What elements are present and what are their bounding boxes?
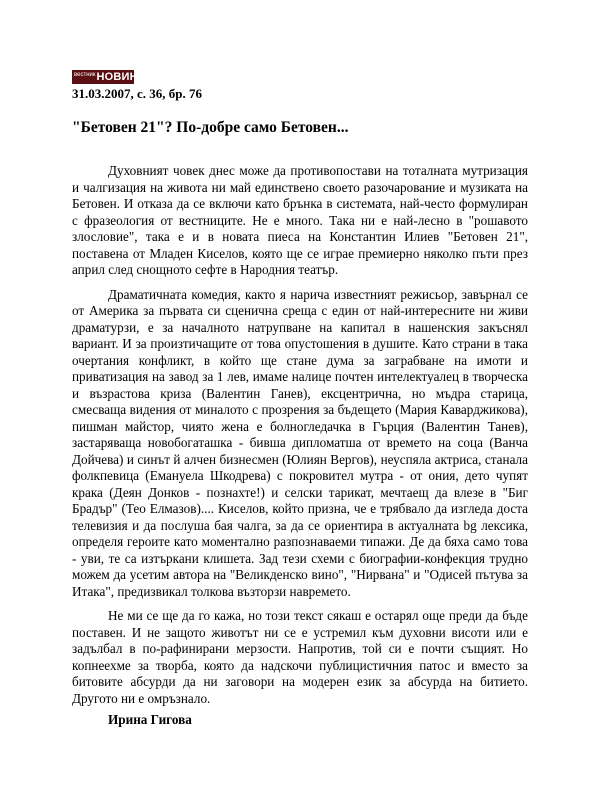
author-name: Ирина Гигова — [108, 712, 192, 727]
paragraph-1: Духовният човек днес може да противопостави на тоталната мутризация и чалгизация на живота ни май единствено своето разочарование и музиката на Бетовен. И отказа да се включи като брънка в системата, най-често формулиран с фразеология от вестниците. Не е много. Така ни е най-лесно в "рошавото злословие", така е и в новата пиеса на Константин Илиев "Бетовен 21", поставена от Младен Киселов, която ще се играе премиерно няколко пъти през април след снощното сефте в Народния театър. — [72, 163, 528, 277]
article-body — [72, 163, 528, 715]
paragraph-3: Не ми се ще да го кажа, но този текст сякаш е остарял още преди да бъде поставен. И не защото животът ни се е устремил към духовни висоти или е задълбал в по-рафинирани мерзости. Напротив, той си е почти същият. Но копнеехме за творба, която да надскочи публицистичния патос и вместо за битовите абсурди да ни заговори на модерен език за абсурда на битието. Другото ни е омръзнало. — [72, 608, 528, 706]
article-title: "Бетовен 21"? По-добре само Бетовен... — [72, 119, 349, 136]
logo-prefix: вестник — [74, 72, 96, 78]
newspaper-logo — [72, 70, 154, 84]
logo-text: НОВИНАР — [96, 70, 154, 83]
paragraph-2: Драматичната комедия, както я нарича известният режисьор, завърнал се от Америка за първата си сценична среща с един от най-интересните ни живи драматурзи, е за началното натрупване на капитал в нашенския закъснял вариант. И за произтичащите от това опустошения в душите. Като страни в така очертания конфликт, в който ще стане дума за заграбване на имоти и приватизация на завод за 1 лев, имаме налице почтен интелектуалец в творческа и възрастова криза (Валентин Ганев), ексцентрична, но мъдра старица, смесваща видения от миналото с прозрения за бъдещето (Мария Каварджикова), пишман майстор, чиято жена е болногледачка в Гърция (Валентин Танев), застаряваща новобогаташка - бивша дипломатша от времето на соца (Ванча Дойчева) и синът й алчен бизнесмен (Юлиян Вергов), неуспяла актриса, станала фолкпевица (Емануела Шкодрева) с покровител мутра - от ония, дето чупят крака (Деян Донков - познахте!) и селски тарикат, мечтаещ да влезе в "Биг Брадър" (Тео Елмазов).... Киселов, който призна, че е трябвало да изгледа доста телевизия и да послуша бая чалга, за да се ориентира в актуалната bg лексика, определя героите като моментално разпознаваеми типажи. Де да бяха само това - уви, те са изтъркани клишета. Зад тези схеми с биографии-конфекция трудно можем да усетим автора на "Великденско вино", "Нирвана" и "Одисей пътува за Итака", предизвикал толкова възторзи навремето. — [72, 286, 528, 599]
source-line: 31.03.2007, с. 36, бр. 76 — [72, 86, 202, 101]
